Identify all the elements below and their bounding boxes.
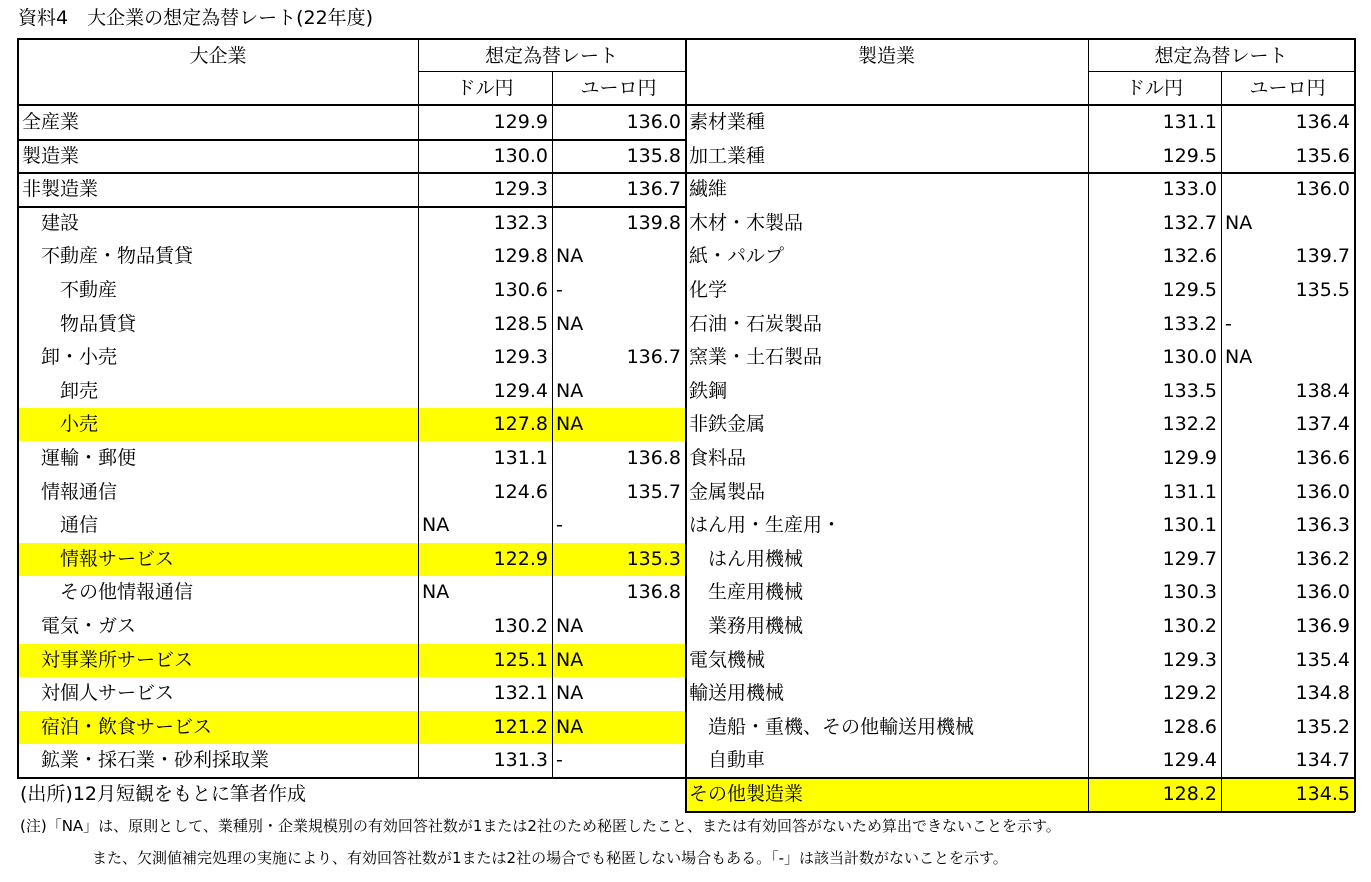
sector-name: 食料品 bbox=[689, 447, 747, 469]
eur-rate: NA bbox=[1225, 346, 1253, 369]
eur-rate: 136.8 bbox=[626, 447, 681, 469]
table-row bbox=[685, 509, 1354, 542]
usd-rate: 121.2 bbox=[493, 715, 548, 738]
left-header-rate: 想定為替レート bbox=[484, 45, 618, 67]
usd-rate: 132.3 bbox=[493, 211, 548, 234]
table-row bbox=[685, 677, 1354, 710]
usd-rate: 131.1 bbox=[493, 447, 548, 469]
usd-rate: 128.5 bbox=[493, 312, 548, 335]
sector-name: 生産用機械 bbox=[689, 581, 804, 604]
usd-rate: 129.9 bbox=[493, 111, 548, 133]
eur-rate: NA bbox=[556, 715, 584, 738]
sector-name: 宿泊・飲食サービス bbox=[22, 715, 213, 738]
border-line bbox=[685, 38, 687, 812]
usd-rate: 129.9 bbox=[1162, 447, 1217, 469]
usd-rate: 129.2 bbox=[1162, 682, 1217, 705]
table-row bbox=[685, 744, 1354, 777]
eur-rate: 135.7 bbox=[626, 480, 681, 503]
usd-rate: 129.3 bbox=[1162, 648, 1217, 671]
usd-rate: 125.1 bbox=[493, 648, 548, 671]
usd-rate: 129.8 bbox=[493, 245, 548, 268]
eur-rate: 136.0 bbox=[626, 111, 681, 133]
border-line bbox=[17, 172, 686, 174]
usd-rate: NA bbox=[422, 581, 450, 604]
sector-name: 非鉄金属 bbox=[689, 413, 766, 436]
eur-rate: 134.8 bbox=[1295, 682, 1350, 705]
sector-name: 対事業所サービス bbox=[22, 648, 194, 671]
sector-name: 電気・ガス bbox=[22, 615, 137, 637]
eur-rate: 136.6 bbox=[1295, 447, 1350, 469]
eur-rate: NA bbox=[556, 615, 584, 637]
usd-rate: 124.6 bbox=[493, 480, 548, 503]
border-line bbox=[17, 139, 686, 141]
eur-rate: 135.6 bbox=[1295, 144, 1350, 167]
usd-rate: 133.0 bbox=[1162, 178, 1217, 201]
usd-rate: 131.1 bbox=[1162, 480, 1217, 503]
eur-rate: 135.8 bbox=[626, 144, 681, 167]
usd-rate: 129.4 bbox=[1162, 749, 1217, 772]
sector-name: 自動車 bbox=[689, 749, 766, 772]
usd-rate: 131.3 bbox=[493, 749, 548, 772]
sector-name: 木材・木製品 bbox=[689, 211, 804, 234]
source-note: (出所)12月短観をもとに筆者作成 bbox=[20, 783, 307, 805]
sector-name: 製造業 bbox=[22, 144, 80, 167]
sector-name: 鉄鋼 bbox=[689, 379, 728, 402]
sector-name: 対個人サービス bbox=[22, 682, 175, 705]
right-header-sector: 製造業 bbox=[857, 45, 915, 67]
table-row bbox=[685, 274, 1354, 307]
sector-name: 建設 bbox=[22, 211, 80, 234]
sector-name: 不動産・物品賃貸 bbox=[22, 245, 194, 268]
border-line bbox=[685, 811, 1355, 813]
eur-rate: NA bbox=[556, 648, 584, 671]
eur-rate: 136.0 bbox=[1295, 480, 1350, 503]
table-row bbox=[685, 778, 1354, 811]
eur-rate: NA bbox=[556, 312, 584, 335]
table-row bbox=[685, 644, 1354, 677]
eur-rate: - bbox=[1225, 312, 1232, 335]
table-row bbox=[685, 375, 1354, 408]
eur-rate: 136.9 bbox=[1295, 615, 1350, 637]
sector-name: 加工業種 bbox=[689, 144, 766, 167]
usd-rate: 130.2 bbox=[493, 615, 548, 637]
document-title: 資料4 大企業の想定為替レート(22年度) bbox=[18, 7, 374, 29]
border-line bbox=[685, 172, 1355, 174]
usd-rate: 130.6 bbox=[493, 279, 548, 301]
left-header-eur: ユーロ円 bbox=[580, 77, 657, 99]
border-line bbox=[17, 38, 19, 778]
usd-rate: 129.3 bbox=[493, 346, 548, 369]
table-row bbox=[685, 240, 1354, 273]
usd-rate: 122.9 bbox=[493, 547, 548, 570]
eur-rate: 136.3 bbox=[1295, 514, 1350, 537]
border-line bbox=[1354, 38, 1356, 812]
usd-rate: 128.2 bbox=[1162, 783, 1217, 805]
eur-rate: 139.8 bbox=[626, 211, 681, 234]
table-row bbox=[685, 711, 1354, 744]
border-line bbox=[685, 777, 1355, 779]
eur-rate: - bbox=[556, 749, 563, 772]
table-row bbox=[685, 140, 1354, 173]
sector-name: はん用機械 bbox=[689, 547, 804, 570]
eur-rate: - bbox=[556, 514, 563, 537]
sector-name: 造船・重機、その他輸送用機械 bbox=[689, 715, 975, 738]
sector-name: 輸送用機械 bbox=[689, 682, 785, 705]
sector-name: 情報通信 bbox=[22, 480, 118, 503]
usd-rate: NA bbox=[422, 514, 450, 537]
sector-name: 小売 bbox=[22, 413, 99, 436]
table-row bbox=[685, 576, 1354, 609]
border-line bbox=[552, 71, 553, 778]
sector-name: 紙・パルプ bbox=[689, 245, 785, 268]
table-row bbox=[685, 308, 1354, 341]
sector-name: 情報サービス bbox=[22, 547, 175, 570]
usd-rate: 133.5 bbox=[1162, 379, 1217, 402]
eur-rate: 136.2 bbox=[1295, 547, 1350, 570]
eur-rate: NA bbox=[556, 413, 584, 436]
usd-rate: 130.2 bbox=[1162, 615, 1217, 637]
usd-rate: 130.1 bbox=[1162, 514, 1217, 537]
eur-rate: 136.4 bbox=[1295, 111, 1350, 133]
table-row bbox=[685, 207, 1354, 240]
usd-rate: 132.6 bbox=[1162, 245, 1217, 268]
border-line bbox=[418, 38, 419, 778]
eur-rate: 135.2 bbox=[1295, 715, 1350, 738]
eur-rate: 136.8 bbox=[626, 581, 681, 604]
eur-rate: 135.3 bbox=[626, 547, 681, 570]
sector-name: その他製造業 bbox=[689, 783, 804, 805]
border-line bbox=[17, 206, 686, 208]
eur-rate: - bbox=[556, 279, 563, 301]
eur-rate: 135.4 bbox=[1295, 648, 1350, 671]
eur-rate: 139.7 bbox=[1295, 245, 1350, 268]
sector-name: 金属製品 bbox=[689, 480, 766, 503]
eur-rate: NA bbox=[1225, 211, 1253, 234]
footnote-2: また、欠測値補完処理の実施により、有効回答社数が1または2社の場合でも秘匿しない場合もある。「-」は該当計数がないことを示す。 bbox=[92, 849, 1008, 867]
right-header-rate: 想定為替レート bbox=[1154, 45, 1288, 67]
table-row bbox=[685, 442, 1354, 475]
table-row bbox=[685, 543, 1354, 576]
eur-rate: 134.5 bbox=[1295, 783, 1350, 805]
sector-name: 通信 bbox=[22, 514, 99, 537]
eur-rate: 136.7 bbox=[626, 178, 681, 201]
usd-rate: 130.0 bbox=[493, 144, 548, 167]
sector-name: 不動産 bbox=[22, 279, 118, 301]
usd-rate: 129.4 bbox=[493, 379, 548, 402]
sector-name: 非製造業 bbox=[22, 178, 99, 201]
table-row bbox=[685, 408, 1354, 441]
eur-rate: 136.0 bbox=[1295, 178, 1350, 201]
usd-rate: 129.5 bbox=[1162, 279, 1217, 301]
sector-name: 運輸・郵便 bbox=[22, 447, 137, 469]
eur-rate: 138.4 bbox=[1295, 379, 1350, 402]
table-row bbox=[685, 341, 1354, 374]
usd-rate: 131.1 bbox=[1162, 111, 1217, 133]
eur-rate: 135.5 bbox=[1295, 279, 1350, 301]
usd-rate: 132.7 bbox=[1162, 211, 1217, 234]
table-row bbox=[685, 173, 1354, 206]
eur-rate: 137.4 bbox=[1295, 413, 1350, 436]
sector-name: 石油・石炭製品 bbox=[689, 312, 823, 335]
eur-rate: 136.0 bbox=[1295, 581, 1350, 604]
table-row bbox=[685, 476, 1354, 509]
border-line bbox=[17, 777, 686, 779]
usd-rate: 128.6 bbox=[1162, 715, 1217, 738]
usd-rate: 127.8 bbox=[493, 413, 548, 436]
usd-rate: 129.7 bbox=[1162, 547, 1217, 570]
eur-rate: 136.7 bbox=[626, 346, 681, 369]
table-row bbox=[685, 610, 1354, 643]
left-header-usd: ドル円 bbox=[456, 77, 514, 99]
right-header-usd: ドル円 bbox=[1125, 77, 1183, 99]
right-header-eur: ユーロ円 bbox=[1249, 77, 1326, 99]
sector-name: その他情報通信 bbox=[22, 581, 194, 604]
border-line bbox=[1221, 71, 1222, 812]
eur-rate: 134.7 bbox=[1295, 749, 1350, 772]
border-line bbox=[1088, 38, 1089, 812]
left-header-sector: 大企業 bbox=[189, 45, 247, 67]
sector-name: はん用・生産用・ bbox=[689, 514, 842, 537]
sector-name: 卸・小売 bbox=[22, 346, 118, 369]
usd-rate: 130.0 bbox=[1162, 346, 1217, 369]
usd-rate: 129.5 bbox=[1162, 144, 1217, 167]
usd-rate: 132.1 bbox=[493, 682, 548, 705]
sector-name: 全産業 bbox=[22, 111, 80, 133]
sector-name: 鉱業・採石業・砂利採取業 bbox=[22, 749, 270, 772]
usd-rate: 129.3 bbox=[493, 178, 548, 201]
sector-name: 繊維 bbox=[689, 178, 728, 201]
table-row bbox=[685, 106, 1354, 139]
eur-rate: NA bbox=[556, 245, 584, 268]
sector-name: 業務用機械 bbox=[689, 615, 804, 637]
sector-name: 窯業・土石製品 bbox=[689, 346, 823, 369]
eur-rate: NA bbox=[556, 682, 584, 705]
usd-rate: 132.2 bbox=[1162, 413, 1217, 436]
sector-name: 化学 bbox=[689, 279, 728, 301]
usd-rate: 130.3 bbox=[1162, 581, 1217, 604]
footnote-1: (注)「NA」は、原則として、業種別・企業規模別の有効回答社数が1または2社のため秘匿したこと、または有効回答がないため算出できないことを示す。 bbox=[20, 817, 1061, 835]
sector-name: 電気機械 bbox=[689, 648, 766, 671]
sector-name: 素材業種 bbox=[689, 111, 766, 133]
sector-name: 物品賃貸 bbox=[22, 312, 137, 335]
usd-rate: 133.2 bbox=[1162, 312, 1217, 335]
sector-name: 卸売 bbox=[22, 379, 99, 402]
eur-rate: NA bbox=[556, 379, 584, 402]
